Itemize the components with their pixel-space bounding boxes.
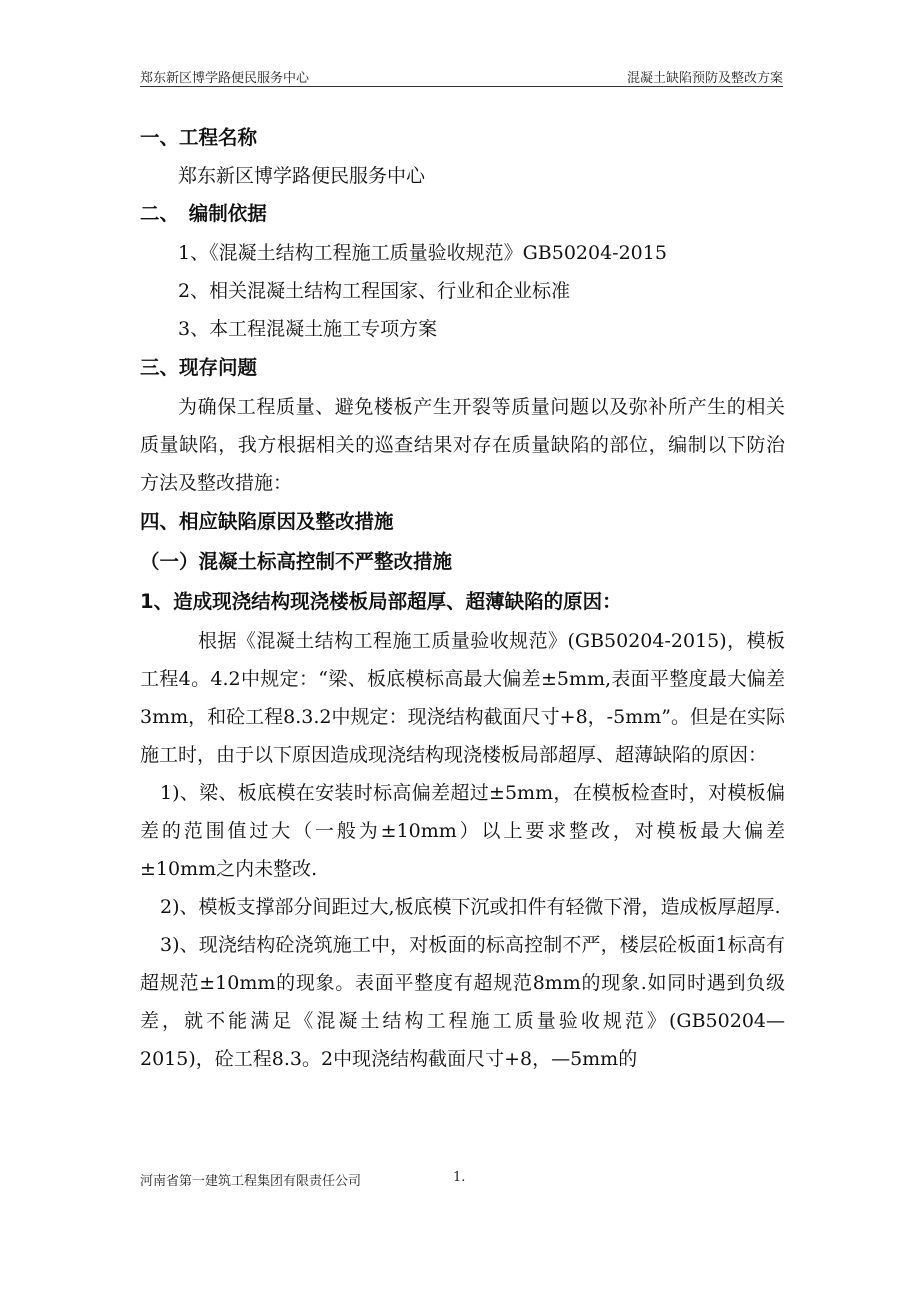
page-header — [140, 66, 783, 86]
cause-point-1: 1)、梁、板底模在安装时标高偏差超过±5mm，在模板检查时，对模板偏差的范围值过大（一般为±10mm）以上要求整改，对模板最大偏差±10mm之内未整改. — [140, 782, 785, 880]
header-document-title: 混凝土缺陷预防及整改方案 — [626, 71, 783, 86]
basis-item-3: 3、本工程混凝土施工专项方案 — [178, 318, 438, 340]
cause-point-2: 2)、模板支撑部分间距过大,板底模下沉或扣件有轻微下滑，造成板厚超厚. — [160, 896, 781, 918]
section-2-heading: 二、 编制依据 — [140, 202, 267, 225]
page-number: 1. — [453, 1170, 466, 1185]
cause-point-3: 3)、现浇结构砼浇筑施工中，对板面的标高控制不严，楼层砼板面1标高有超规范±10mm的现象。表面平整度有超规范8mm的现象.如同时遇到负级差，就不能满足《混凝土结构工程施工质量验收规范》(GB50204—2015)，砼工程8.3。2中现浇结构截面尺寸+8，—5mm的 — [140, 934, 785, 1070]
cause-heading: 1、造成现浇结构现浇楼板局部超厚、超薄缺陷的原因： — [140, 590, 622, 613]
existing-issues-paragraph: 为确保工程质量、避免楼板产生开裂等质量问题以及弥补所产生的相关质量缺陷，我方根据相关的巡查结果对存在质量缺陷的部位，编制以下防治方法及整改措施： — [140, 396, 785, 494]
document-body — [140, 118, 785, 1078]
subsection-1-heading: （一）混凝土标高控制不严整改措施 — [140, 550, 453, 573]
section-3-heading: 三、现存问题 — [140, 356, 258, 379]
basis-item-2: 2、相关混凝土结构工程国家、行业和企业标准 — [178, 280, 571, 302]
page-footer — [140, 1170, 560, 1189]
header-project-name: 郑东新区博学路便民服务中心 — [140, 71, 310, 86]
footer-company: 河南省第一建筑工程集团有限责任公司 — [140, 1174, 362, 1189]
section-1-heading: 一、工程名称 — [140, 126, 258, 149]
header-divider — [140, 86, 783, 87]
basis-item-1: 1、《混凝土结构工程施工质量验收规范》GB50204-2015 — [178, 242, 667, 264]
project-name-text: 郑东新区博学路便民服务中心 — [178, 165, 426, 187]
section-4-heading: 四、相应缺陷原因及整改措施 — [140, 510, 394, 533]
spec-reference-paragraph: 根据《混凝土结构工程施工质量验收规范》(GB50204-2015)，模板工程4。4.2中规定：“梁、板底模标高最大偏差±5mm,表面平整度最大偏差3mm，和砼工程8.3.2中规定：现浇结构截面尺寸+8，-5mm”。但是在实际施工时，由于以下原因造成现浇结构现浇楼板局部超厚、超薄缺陷的原因： — [140, 630, 785, 766]
